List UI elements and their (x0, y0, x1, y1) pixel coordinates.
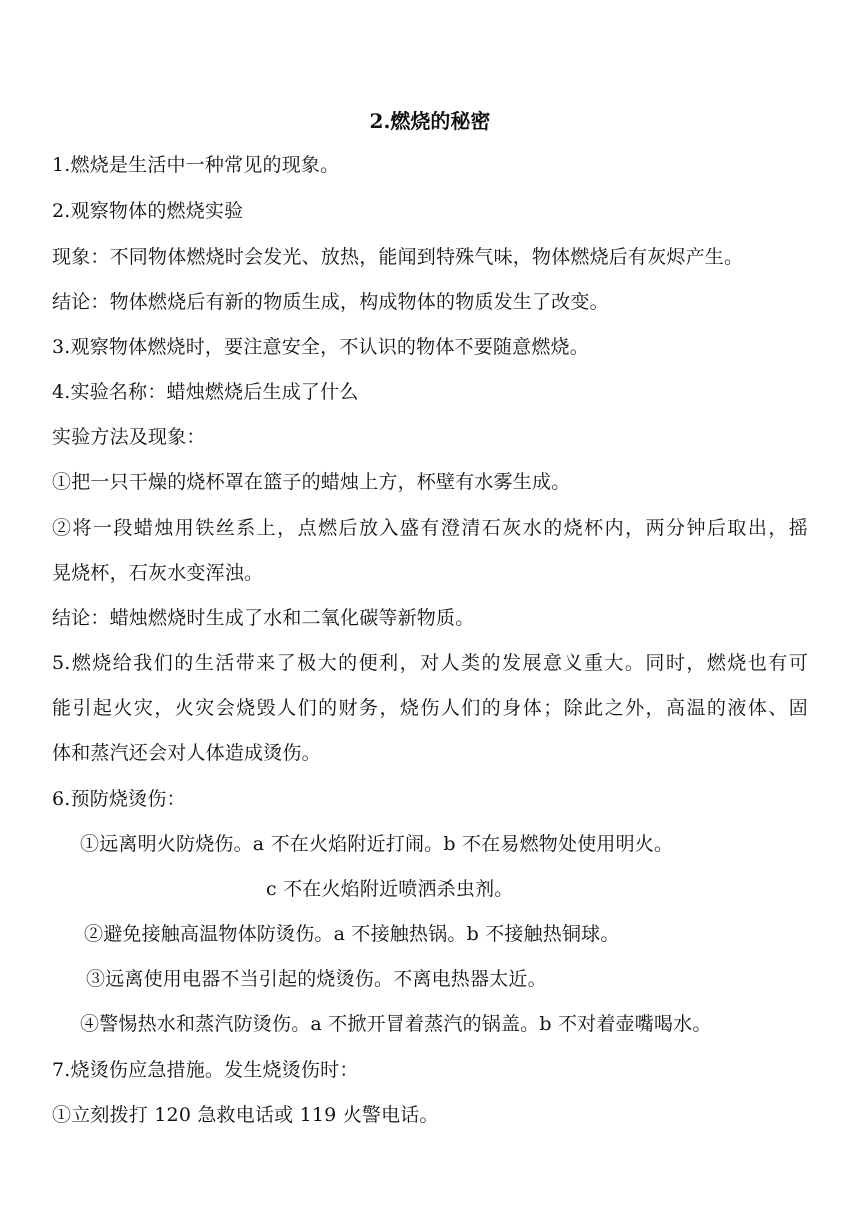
paragraph-line-5: 3.观察物体燃烧时，要注意安全，不认识的物体不要随意燃烧。 (52, 336, 589, 358)
paragraph-line-20: ④警惕热水和蒸汽防烫伤。a 不掀开冒着蒸汽的锅盖。b 不对着壶嘴喝水。 (80, 1013, 712, 1035)
paragraph-line-14: 体和蒸汽还会对人体造成烫伤。 (52, 742, 321, 764)
document-title: 2.燃烧的秘密 (369, 109, 491, 133)
paragraph-line-16: ①远离明火防烧伤。a 不在火焰附近打闹。b 不在易燃物处使用明火。 (80, 833, 674, 855)
paragraph-line-10: 晃烧杯，石灰水变浑浊。 (52, 562, 264, 584)
paragraph-line-2: 2.观察物体的燃烧实验 (52, 200, 244, 222)
paragraph-line-3: 现象：不同物体燃烧时会发光、放热，能闻到特殊气味，物体燃烧后有灰烬产生。 (52, 246, 744, 268)
paragraph-line-18: ②避免接触高温物体防烫伤。a 不接触热锅。b 不接触热铜球。 (84, 923, 620, 945)
paragraph-line-4: 结论：物体燃烧后有新的物质生成，构成物体的物质发生了改变。 (52, 291, 609, 313)
paragraph-line-22: ①立刻拨打 120 急救电话或 119 火警电话。 (52, 1104, 439, 1126)
paragraph-line-19: ③远离使用电器不当引起的烧烫伤。不离电热器太近。 (86, 968, 547, 990)
paragraph-line-11: 结论：蜡烛燃烧时生成了水和二氧化碳等新物质。 (52, 607, 475, 629)
paragraph-line-1: 1.燃烧是生活中一种常见的现象。 (52, 154, 340, 176)
paragraph-line-6: 4.实验名称：蜡烛燃烧后生成了什么 (52, 381, 359, 403)
paragraph-line-8: ①把一只干燥的烧杯罩在篮子的蜡烛上方，杯壁有水雾生成。 (52, 471, 571, 493)
paragraph-line-7: 实验方法及现象： (52, 426, 206, 448)
paragraph-line-21: 7.烧烫伤应急措施。发生烧烫伤时： (52, 1059, 359, 1081)
paragraph-line-9: ②将一段蜡烛用铁丝系上，点燃后放入盛有澄清石灰水的烧杯内，两分钟后取出，摇 (52, 517, 808, 539)
paragraph-line-12: 5.燃烧给我们的生活带来了极大的便利，对人类的发展意义重大。同时，燃烧也有可 (52, 652, 808, 674)
paragraph-line-13: 能引起火灾，火灾会烧毁人们的财务，烧伤人们的身体；除此之外，高温的液体、固 (52, 697, 808, 719)
paragraph-line-17: c 不在火焰附近喷洒杀虫剂。 (266, 878, 514, 900)
paragraph-line-15: 6.预防烧烫伤： (52, 788, 186, 810)
